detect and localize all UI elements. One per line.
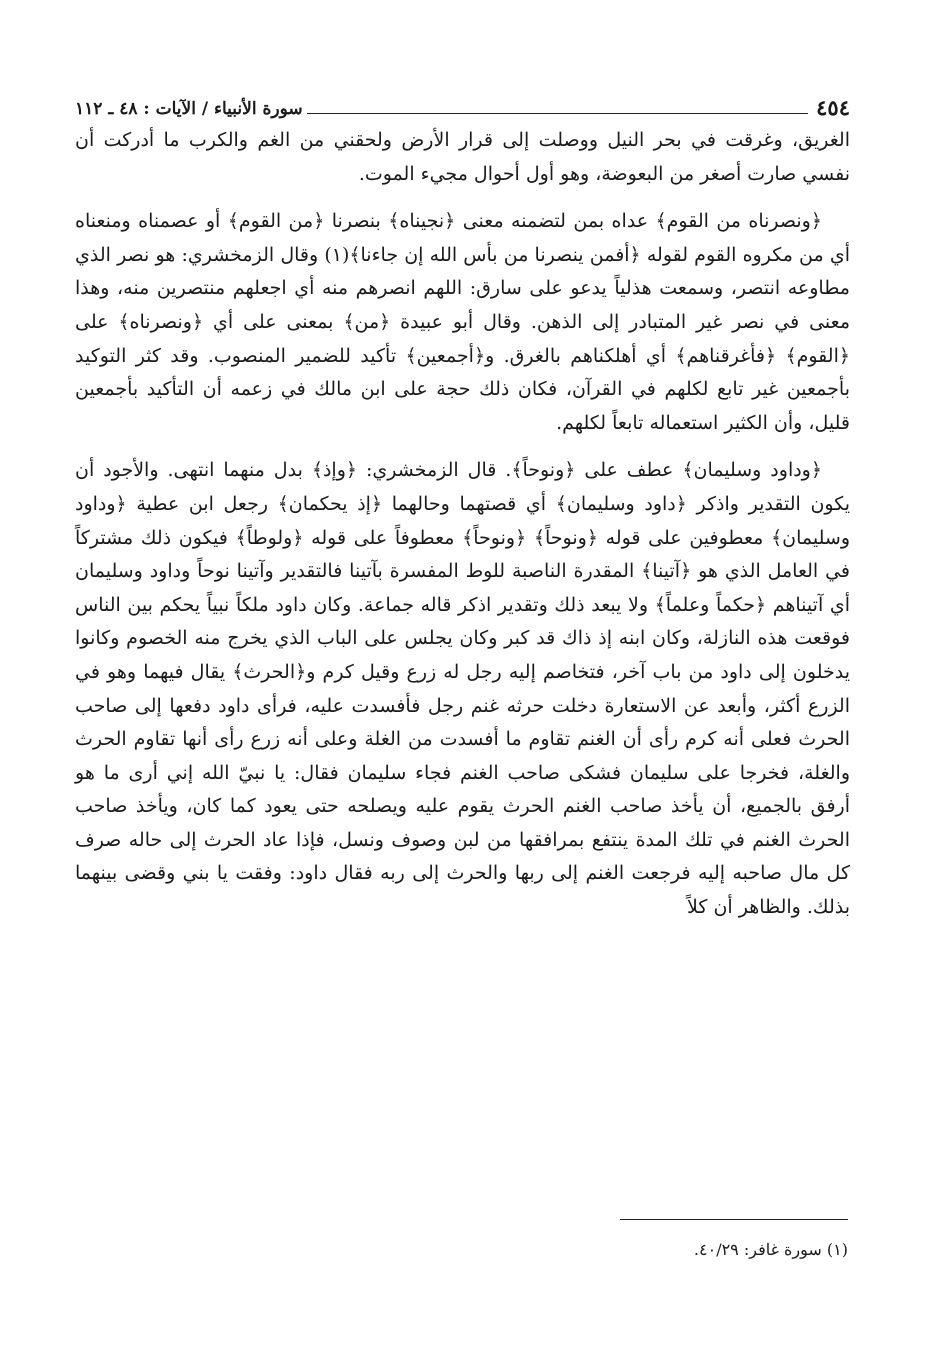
paragraph: ﴿ونصرناه من القوم﴾ عداه بمن لتضمنه معنى ﴿نجيناه﴾ بنصرنا ﴿من القوم﴾ أو عصمناه ومنعناه أي من مكروه القوم لقوله ﴿أفمن ينصرنا من بأس الله إن جاءنا﴾(١) وقال الزمخشري: هو نصر الذي مطاوعه انتصر، وسمعت هذلياً يدعو على سارق: اللهم انصرهم منه أي اجعلهم منتصرين منه، وهذا معنى في نصر غير المتبادر إلى الذهن. وقال أبو عبيدة ﴿من﴾ بمعنى على أي ﴿ونصرناه﴾ على ﴿القوم﴾ ﴿فأغرقناهم﴾ أي أهلكناهم بالغرق. و﴿أجمعين﴾ تأكيد للضمير المنصوب. وقد كثر التوكيد بأجمعين غير تابع لكلهم في القرآن، فكان ذلك حجة على ابن مالك في زعمه أن التأكيد بأجمعين قليل، وأن الكثير استعماله تابعاً لكلهم. xyxy=(75,210,850,434)
body-text xyxy=(75,124,850,939)
running-title: سورة الأنبياء / الآيات : ٤٨ ـ ١١٢ xyxy=(75,99,303,119)
footnote-rule xyxy=(620,1219,848,1220)
page-header xyxy=(75,84,850,118)
paragraph: الغريق، وغرقت في بحر النيل ووصلت إلى قرار الأرض ولحقني من الغم والكرب ما أدركت أن نفسي صارت أصغر من البعوضة، وهو أول أحوال مجيء الموت. xyxy=(75,129,850,185)
paragraph: ﴿وداود وسليمان﴾ عطف على ﴿ونوحاً﴾. قال الزمخشري: ﴿وإذ﴾ بدل منهما انتهى. والأجود أن يكون التقدير واذكر ﴿داود وسليمان﴾ أي قصتهما وحالهما ﴿إذ يحكمان﴾ رجعل ابن عطية ﴿وداود وسليمان﴾ معطوفين على قوله ﴿ونوحاً﴾ ﴿ونوحاً﴾ معطوفاً على قوله ﴿ولوطاً﴾ فيكون ذلك مشتركاً في العامل الذي هو ﴿آتينا﴾ المقدرة الناصبة للوط المفسرة بآتينا فالتقدير وآتينا نوحاً وداود وسليمان أي آتيناهم ﴿حكماً وعلماً﴾ ولا يبعد ذلك وتقدير اذكر قاله جماعة. وكان داود ملكاً نبياً يحكم بين الناس فوقعت هذه النازلة، وكان ابنه إذ ذاك قد كبر وكان يجلس على الباب الذي يخرج منه الخصوم وكانوا يدخلون إلى داود من باب آخر، فتخاصم إليه رجل له زرع وقيل كرم و﴿الحرث﴾ يقال فيهما وهو في الزرع أكثر، وأبعد عن الاستعارة دخلت حرثه غنم رجل فأفسدت عليه، فرأى داود دفعها إلى صاحب الحرث فعلى أنه كرم رأى أن الغنم تقاوم ما أفسدت من الغلة وعلى أنه زرع رأى أنها تقاوم الحرث والغلة، فخرجا على سليمان فشكى صاحب الغنم فجاء سليمان فقال: يا نبيّ الله إني أرى ما هو أرفق بالجميع، أن يأخذ صاحب الغنم الحرث يقوم عليه ويصلحه حتى يعود كما كان، ويأخذ صاحب الحرث الغنم في تلك المدة ينتفع بمرافقها من لبن وصوف ونسل، فإذا عاد الحرث إلى حاله صرف كل مال صاحبه إليه فرجعت الغنم إلى ربها والحرث إلى ربه فقال داود: وفقت يا بني وقضى بينهما بذلك. والظاهر أن كلاً xyxy=(75,459,850,919)
header-rule xyxy=(307,113,809,114)
page-number: ٤٥٤ xyxy=(816,95,850,120)
footnote: (١) سورة غافر: ٤٠/٢٩. xyxy=(693,1240,848,1259)
